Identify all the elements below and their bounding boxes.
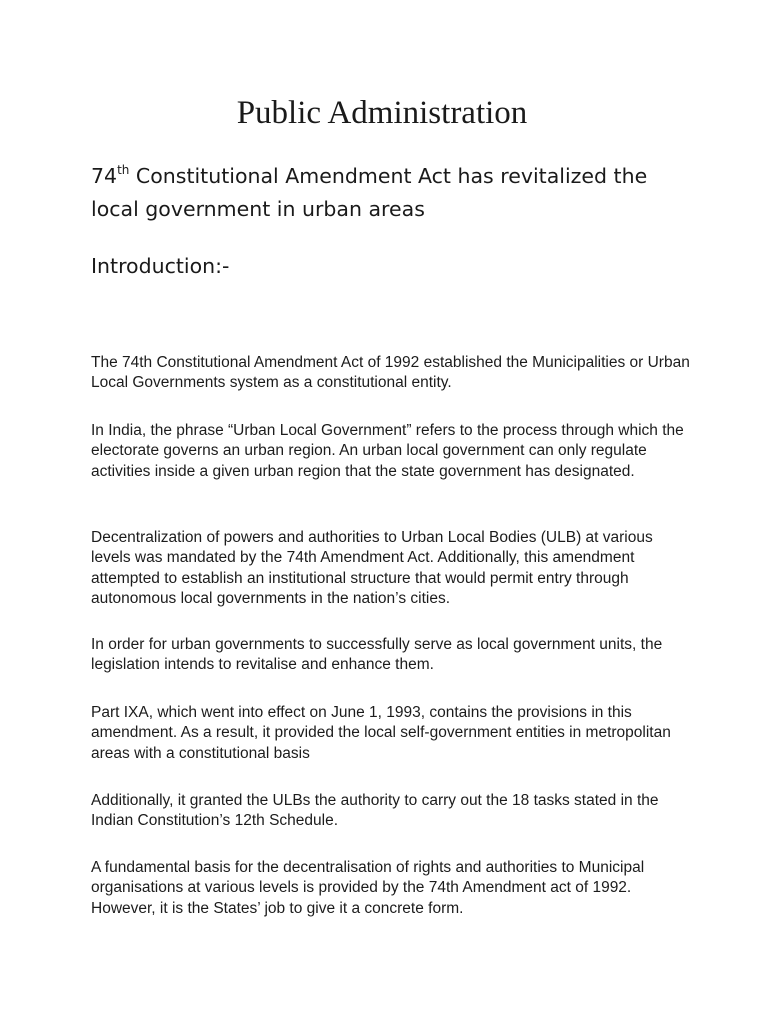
page-title: Public Administration (236, 95, 528, 131)
article-heading (91, 160, 691, 226)
heading-number: 74 (91, 164, 118, 188)
paragraph-6: Additionally, it granted the ULBs the authority to carry out the 18 tasks stated in the Indian Constitution’s 12th Schedule. (91, 792, 659, 830)
paragraph-7: A fundamental basis for the decentralisation of rights and authorities to Municipal organisations at various levels is provided by the 74th Amendment act of 1992. However, it is the States’ job to give it a concrete form. (91, 859, 645, 917)
heading-text: Constitutional Amendment Act has revitalized the local government in urban areas (91, 164, 648, 221)
paragraph-4: In order for urban governments to successfully serve as local government units, the legislation intends to revitalise and enhance them. (91, 636, 663, 674)
paragraph-2: In India, the phrase “Urban Local Government” refers to the process through which the electorate governs an urban region. An urban local government can only regulate activities inside a given urban region that the state government has designated. (91, 422, 684, 480)
heading-superscript: th (117, 163, 130, 177)
paragraph-1: The 74th Constitutional Amendment Act of 1992 established the Municipalities or Urban Local Governments system as a constitutional entity. (91, 354, 690, 392)
section-heading-introduction: Introduction:- (91, 254, 230, 278)
paragraph-3: Decentralization of powers and authorities to Urban Local Bodies (ULB) at various levels was mandated by the 74th Amendment Act. Additionally, this amendment attempted to establish an institutional structure that would permit entry through autonomous local governments in the nation’s cities. (91, 529, 653, 607)
paragraph-5: Part IXA, which went into effect on June 1, 1993, contains the provisions in this amendment. As a result, it provided the local self-government entities in metropolitan areas with a constitutional basis (91, 704, 671, 762)
